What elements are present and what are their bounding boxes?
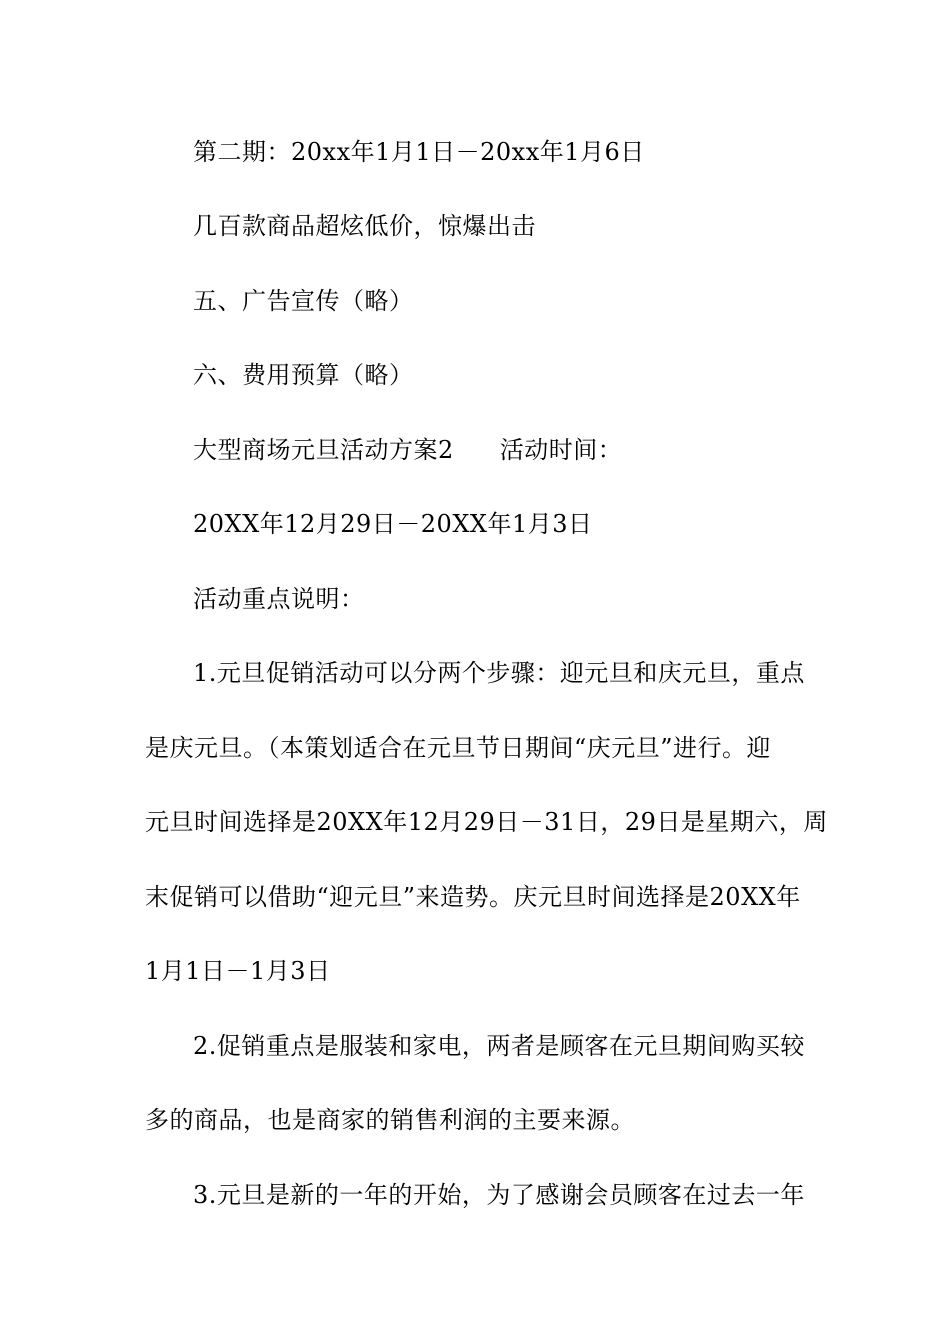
- activity-date-range: 20XX年12月29日－20XX年1月3日: [193, 510, 593, 538]
- point-one-line-2: 是庆元旦。（本策划适合在元旦节日期间“庆元旦”进行。迎: [145, 734, 772, 762]
- low-price-line: 几百款商品超炫低价，惊爆出击: [193, 212, 536, 240]
- activity-time-label: 活动时间：: [499, 436, 623, 464]
- key-points-heading: 活动重点说明：: [193, 585, 365, 613]
- section-advertising-heading: 五、广告宣传（略）: [193, 287, 414, 315]
- point-one-line-3: 元旦时间选择是20XX年12月29日－31日，29日是星期六，周: [145, 808, 828, 836]
- point-three-line-1: 3.元旦是新的一年的开始，为了感谢会员顾客在过去一年: [193, 1181, 805, 1209]
- point-one-line-5: 1月1日－1月3日: [145, 957, 331, 985]
- point-one-line-1: 1.元旦促销活动可以分两个步骤：迎元旦和庆元旦，重点: [193, 659, 805, 687]
- period-two-line: 第二期：20xx年1月1日－20xx年1月6日: [193, 138, 645, 166]
- section-budget-heading: 六、费用预算（略）: [193, 361, 414, 389]
- plan-two-title-line: [193, 434, 810, 466]
- plan-two-title: 大型商场元旦活动方案2: [193, 436, 454, 464]
- point-two-line-2: 多的商品，也是商家的销售利润的主要来源。: [145, 1106, 635, 1134]
- point-one-line-4: 末促销可以借助“迎元旦”来造势。庆元旦时间选择是20XX年: [145, 883, 801, 911]
- point-two-line-1: 2.促销重点是服装和家电，两者是顾客在元旦期间购买较: [193, 1032, 805, 1060]
